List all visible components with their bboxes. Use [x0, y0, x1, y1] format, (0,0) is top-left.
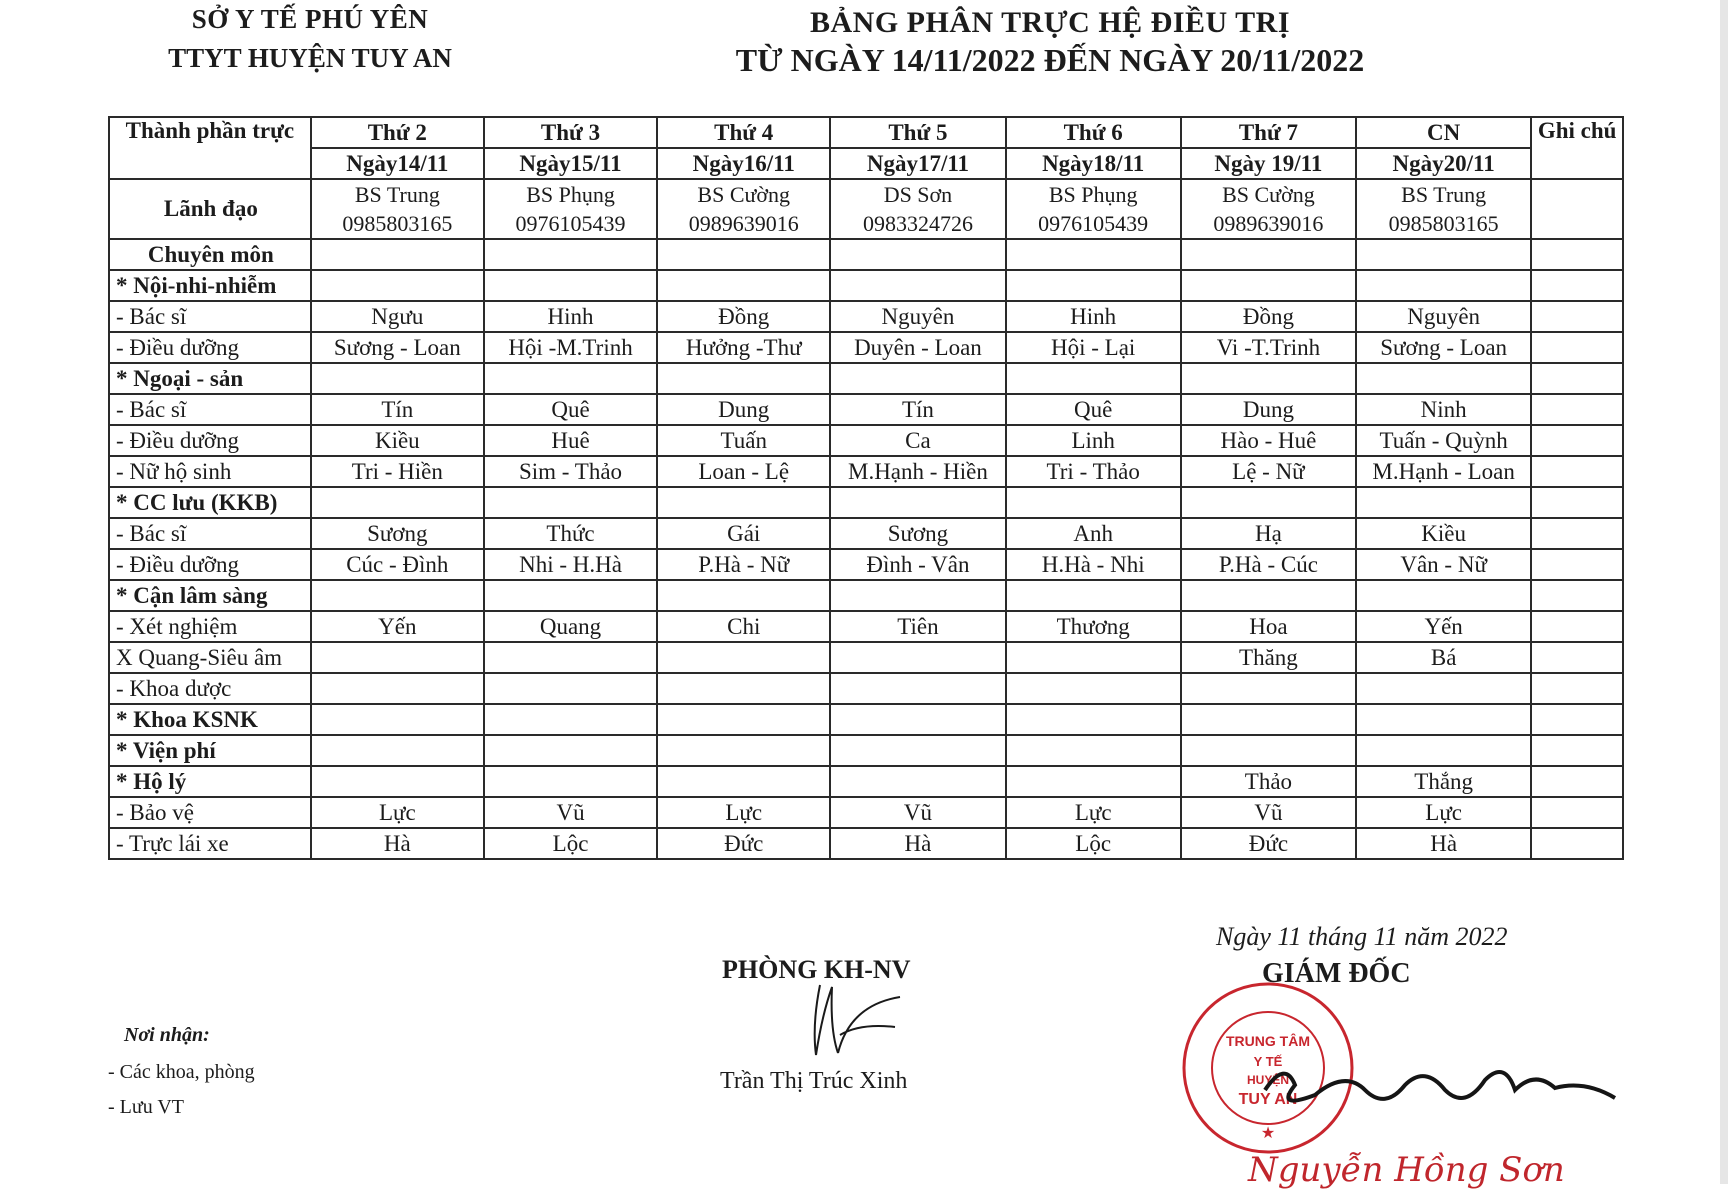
duty-cell: M.Hạnh - Hiền: [830, 456, 1005, 487]
date-header: Ngày18/11: [1006, 148, 1181, 179]
svg-text:★: ★: [1260, 1125, 1276, 1142]
duty-cell: [1181, 735, 1356, 766]
duty-cell: [1006, 642, 1181, 673]
leader-phone: 0976105439: [515, 211, 626, 236]
duty-cell: P.Hà - Nữ: [657, 549, 830, 580]
row-label: - Bảo vệ: [109, 797, 311, 828]
note-cell: [1531, 704, 1623, 735]
recipient-item: - Các khoa, phòng: [108, 1061, 255, 1083]
duty-cell: Duyên - Loan: [830, 332, 1005, 363]
duty-cell: [830, 487, 1005, 518]
note-cell: [1531, 456, 1623, 487]
duty-cell: Ninh: [1356, 394, 1531, 425]
duty-cell: [1006, 704, 1181, 735]
duty-cell: Gái: [657, 518, 830, 549]
duty-cell: [1181, 580, 1356, 611]
roster-row: [109, 766, 1623, 797]
header-row-days: [109, 117, 1623, 148]
date-header: Ngày17/11: [830, 148, 1005, 179]
row-label: - Điều dưỡng: [109, 332, 311, 363]
duty-cell: [1181, 239, 1356, 270]
duty-cell: [1181, 673, 1356, 704]
roster-row: [109, 735, 1623, 766]
duty-cell: Thắng: [1356, 766, 1531, 797]
roster-row: [109, 487, 1623, 518]
duty-cell: [311, 363, 484, 394]
duty-cell: [657, 270, 830, 301]
duty-cell: [830, 363, 1005, 394]
dept-signer-name: Trần Thị Trúc Xinh: [720, 1068, 908, 1094]
duty-cell: Hà: [1356, 828, 1531, 859]
header-row-dates: [109, 148, 1623, 179]
duty-cell: [1356, 487, 1531, 518]
duty-cell: [1356, 704, 1531, 735]
duty-cell: Dung: [1181, 394, 1356, 425]
duty-cell: [1006, 735, 1181, 766]
duty-cell: [1006, 363, 1181, 394]
duty-cell: Thức: [484, 518, 657, 549]
duty-cell: [830, 704, 1005, 735]
duty-cell: [1181, 704, 1356, 735]
row-label: Lãnh đạo: [109, 179, 311, 239]
duty-cell: Quê: [1006, 394, 1181, 425]
leader-phone: 0989639016: [1213, 211, 1324, 236]
duty-cell: Tín: [830, 394, 1005, 425]
duty-cell: [484, 642, 657, 673]
duty-cell: [830, 270, 1005, 301]
duty-cell: Tín: [311, 394, 484, 425]
duty-cell: Vũ: [484, 797, 657, 828]
note-cell: [1531, 363, 1623, 394]
duty-cell: [311, 642, 484, 673]
svg-text:TUY AN: TUY AN: [1238, 1091, 1298, 1108]
roster-row: [109, 270, 1623, 301]
leader-cell: [830, 179, 1005, 239]
roster-row: [109, 673, 1623, 704]
row-label: * Cận lâm sàng: [109, 580, 311, 611]
duty-cell: Kiều: [1356, 518, 1531, 549]
duty-cell: Lực: [1356, 797, 1531, 828]
note-cell: [1531, 425, 1623, 456]
duty-cell: Hoa: [1181, 611, 1356, 642]
duty-cell: [830, 239, 1005, 270]
row-label: * CC lưu (KKB): [109, 487, 311, 518]
duty-cell: Lực: [311, 797, 484, 828]
duty-cell: [1356, 239, 1531, 270]
svg-text:Y TẾ: Y TẾ: [1253, 1054, 1283, 1069]
duty-cell: [1356, 735, 1531, 766]
duty-cell: Vũ: [1181, 797, 1356, 828]
duty-cell: Yến: [311, 611, 484, 642]
scan-edge: [1720, 0, 1728, 1184]
date-header: Ngày 19/11: [1181, 148, 1356, 179]
roster-row: [109, 642, 1623, 673]
roster-row: [109, 797, 1623, 828]
note-cell: [1531, 394, 1623, 425]
duty-cell: Hinh: [484, 301, 657, 332]
leader-cell: [1356, 179, 1531, 239]
note-cell: [1531, 580, 1623, 611]
row-label: X Quang-Siêu âm: [109, 642, 311, 673]
leader-cell: [484, 179, 657, 239]
document-title: [700, 6, 1400, 79]
row-label: * Viện phí: [109, 735, 311, 766]
duty-cell: Nguyên: [830, 301, 1005, 332]
row-label: - Nữ hộ sinh: [109, 456, 311, 487]
note-cell: [1531, 797, 1623, 828]
duty-cell: Đình - Vân: [830, 549, 1005, 580]
duty-cell: [311, 735, 484, 766]
roster-row: [109, 425, 1623, 456]
signing-date: Ngày 11 tháng 11 năm 2022: [1216, 922, 1508, 951]
day-header: Thứ 2: [311, 117, 484, 148]
day-header: CN: [1356, 117, 1531, 148]
roster-row: [109, 239, 1623, 270]
duty-cell: [311, 704, 484, 735]
roster-row: [109, 704, 1623, 735]
duty-cell: Hội -M.Trinh: [484, 332, 657, 363]
leader-name: BS Trung: [354, 182, 440, 207]
duty-cell: Lực: [657, 797, 830, 828]
duty-cell: Hạ: [1181, 518, 1356, 549]
duty-cell: [657, 766, 830, 797]
leader-cell: [657, 179, 830, 239]
org-header: [120, 4, 500, 74]
row-label: - Xét nghiệm: [109, 611, 311, 642]
duty-cell: M.Hạnh - Loan: [1356, 456, 1531, 487]
duty-cell: Tri - Hiền: [311, 456, 484, 487]
note-cell: [1531, 301, 1623, 332]
leader-name: BS Phụng: [1048, 182, 1138, 207]
duty-cell: Sương: [830, 518, 1005, 549]
leader-cell: [1006, 179, 1181, 239]
duty-cell: [830, 580, 1005, 611]
recipient-item: - Lưu VT: [108, 1096, 185, 1118]
duty-cell: [1356, 673, 1531, 704]
duty-cell: [311, 487, 484, 518]
duty-cell: Tuấn: [657, 425, 830, 456]
recipients-block: [108, 1024, 255, 1131]
duty-cell: Chi: [657, 611, 830, 642]
duty-cell: [484, 673, 657, 704]
leader-name: BS Cường: [1222, 182, 1315, 207]
note-cell: [1531, 332, 1623, 363]
duty-cell: Anh: [1006, 518, 1181, 549]
note-cell: [1531, 179, 1623, 239]
duty-cell: Lộc: [1006, 828, 1181, 859]
duty-cell: [311, 673, 484, 704]
day-header: Thứ 7: [1181, 117, 1356, 148]
duty-cell: [1006, 487, 1181, 518]
note-cell: [1531, 518, 1623, 549]
day-header: Thứ 3: [484, 117, 657, 148]
duty-cell: [657, 487, 830, 518]
duty-cell: Sương: [311, 518, 484, 549]
note-cell: [1531, 673, 1623, 704]
duty-cell: [657, 673, 830, 704]
duty-cell: Hội - Lại: [1006, 332, 1181, 363]
duty-cell: [657, 642, 830, 673]
director-signature-image: [1255, 1050, 1625, 1120]
duty-cell: Cúc - Đình: [311, 549, 484, 580]
duty-cell: [1006, 270, 1181, 301]
duty-cell: Kiều: [311, 425, 484, 456]
svg-text:HUYỆN: HUYỆN: [1246, 1073, 1290, 1087]
leader-phone: 0989639016: [688, 211, 799, 236]
duty-cell: [1006, 673, 1181, 704]
note-cell: [1531, 549, 1623, 580]
duty-cell: [484, 704, 657, 735]
column-label-cell: Thành phần trực: [109, 117, 311, 179]
row-label: - Khoa dược: [109, 673, 311, 704]
duty-cell: Huê: [484, 425, 657, 456]
date-header: Ngày15/11: [484, 148, 657, 179]
duty-cell: Đức: [1181, 828, 1356, 859]
note-cell: [1531, 487, 1623, 518]
duty-cell: [484, 363, 657, 394]
duty-cell: Quang: [484, 611, 657, 642]
duty-roster-table: [108, 116, 1624, 860]
row-label: * Hộ lý: [109, 766, 311, 797]
duty-cell: [484, 239, 657, 270]
roster-row: [109, 332, 1623, 363]
duty-cell: Sim - Thảo: [484, 456, 657, 487]
recipients-heading: Nơi nhận:: [124, 1024, 210, 1046]
date-header: Ngày16/11: [657, 148, 830, 179]
dept-signature-image: [800, 975, 910, 1065]
duty-cell: Hà: [830, 828, 1005, 859]
duty-cell: Sương - Loan: [1356, 332, 1531, 363]
duty-cell: Dung: [657, 394, 830, 425]
note-cell: [1531, 239, 1623, 270]
director-title: GIÁM ĐỐC: [1262, 958, 1411, 989]
note-cell: [1531, 828, 1623, 859]
duty-cell: [311, 239, 484, 270]
leader-phone: 0985803165: [342, 211, 453, 236]
leader-cell: [1181, 179, 1356, 239]
duty-cell: [484, 580, 657, 611]
roster-row: [109, 611, 1623, 642]
duty-cell: [657, 735, 830, 766]
duty-cell: [830, 642, 1005, 673]
roster-row: [109, 518, 1623, 549]
duty-cell: [830, 766, 1005, 797]
duty-cell: [484, 270, 657, 301]
leader-cell: [311, 179, 484, 239]
leader-row: [109, 179, 1623, 239]
duty-cell: Nguyên: [1356, 301, 1531, 332]
duty-cell: Đức: [657, 828, 830, 859]
duty-cell: Thương: [1006, 611, 1181, 642]
row-label: - Bác sĩ: [109, 518, 311, 549]
duty-cell: Ngưu: [311, 301, 484, 332]
duty-cell: Lực: [1006, 797, 1181, 828]
duty-cell: [657, 580, 830, 611]
duty-cell: Thảo: [1181, 766, 1356, 797]
row-label: - Điều dưỡng: [109, 549, 311, 580]
row-label: - Bác sĩ: [109, 394, 311, 425]
duty-cell: Vũ: [830, 797, 1005, 828]
duty-cell: [1356, 363, 1531, 394]
duty-cell: [1006, 580, 1181, 611]
duty-cell: Vân - Nữ: [1356, 549, 1531, 580]
leader-name: DS Sơn: [883, 182, 953, 207]
duty-cell: [830, 735, 1005, 766]
org-name: TTYT HUYỆN TUY AN: [168, 43, 452, 73]
duty-cell: [484, 766, 657, 797]
duty-cell: [311, 270, 484, 301]
note-cell: [1531, 642, 1623, 673]
roster-row: [109, 549, 1623, 580]
roster-row: [109, 363, 1623, 394]
note-cell: [1531, 766, 1623, 797]
row-label: * Khoa KSNK: [109, 704, 311, 735]
duty-cell: [311, 580, 484, 611]
duty-cell: Đồng: [657, 301, 830, 332]
duty-cell: P.Hà - Cúc: [1181, 549, 1356, 580]
duty-cell: Thăng: [1181, 642, 1356, 673]
duty-cell: Đồng: [1181, 301, 1356, 332]
duty-cell: Nhi - H.Hà: [484, 549, 657, 580]
day-header: Thứ 4: [657, 117, 830, 148]
duty-cell: Hào - Huê: [1181, 425, 1356, 456]
duty-cell: [311, 766, 484, 797]
note-cell: [1531, 270, 1623, 301]
note-header: Ghi chú: [1531, 117, 1623, 179]
note-cell: [1531, 735, 1623, 766]
duty-cell: [830, 673, 1005, 704]
duty-cell: H.Hà - Nhi: [1006, 549, 1181, 580]
duty-cell: Tuấn - Quỳnh: [1356, 425, 1531, 456]
duty-cell: [657, 704, 830, 735]
duty-cell: Tiên: [830, 611, 1005, 642]
duty-cell: Yến: [1356, 611, 1531, 642]
duty-cell: Bá: [1356, 642, 1531, 673]
leader-phone: 0985803165: [1388, 211, 1499, 236]
day-header: Thứ 6: [1006, 117, 1181, 148]
duty-cell: Sương - Loan: [311, 332, 484, 363]
row-label: * Ngoại - sản: [109, 363, 311, 394]
row-label: Chuyên môn: [109, 239, 311, 270]
title-line-1: BẢNG PHÂN TRỰC HỆ ĐIỀU TRỊ: [809, 6, 1290, 39]
org-parent: SỞ Y TẾ PHÚ YÊN: [191, 4, 429, 34]
duty-cell: [1181, 487, 1356, 518]
title-line-2: TỪ NGÀY 14/11/2022 ĐẾN NGÀY 20/11/2022: [735, 42, 1365, 78]
roster-row: [109, 456, 1623, 487]
row-label: * Nội-nhi-nhiễm: [109, 270, 311, 301]
duty-cell: Hưởng -Thư: [657, 332, 830, 363]
note-cell: [1531, 611, 1623, 642]
duty-cell: [1181, 363, 1356, 394]
duty-cell: Linh: [1006, 425, 1181, 456]
duty-cell: Quê: [484, 394, 657, 425]
duty-cell: [1356, 580, 1531, 611]
roster-row: [109, 394, 1623, 425]
roster-row: [109, 301, 1623, 332]
duty-cell: [1006, 766, 1181, 797]
leader-phone: 0976105439: [1038, 211, 1149, 236]
date-header: Ngày20/11: [1356, 148, 1531, 179]
dept-title: PHÒNG KH-NV: [722, 955, 911, 984]
duty-cell: [484, 735, 657, 766]
duty-cell: [1356, 270, 1531, 301]
duty-cell: [657, 239, 830, 270]
leader-name: BS Trung: [1401, 182, 1487, 207]
roster-row: [109, 828, 1623, 859]
day-header: Thứ 5: [830, 117, 1005, 148]
leader-name: BS Phụng: [526, 182, 615, 207]
duty-cell: Hà: [311, 828, 484, 859]
duty-cell: Tri - Thảo: [1006, 456, 1181, 487]
duty-cell: Ca: [830, 425, 1005, 456]
duty-cell: Loan - Lệ: [657, 456, 830, 487]
duty-cell: Hinh: [1006, 301, 1181, 332]
row-label: - Điều dưỡng: [109, 425, 311, 456]
duty-cell: [657, 363, 830, 394]
roster-row: [109, 580, 1623, 611]
duty-cell: Lộc: [484, 828, 657, 859]
date-header: Ngày14/11: [311, 148, 484, 179]
duty-cell: Vi -T.Trinh: [1181, 332, 1356, 363]
row-label: - Trực lái xe: [109, 828, 311, 859]
leader-phone: 0983324726: [862, 211, 973, 236]
svg-text:TRUNG TÂM: TRUNG TÂM: [1226, 1033, 1310, 1049]
row-label: - Bác sĩ: [109, 301, 311, 332]
duty-cell: [1181, 270, 1356, 301]
duty-cell: Lệ - Nữ: [1181, 456, 1356, 487]
director-name: Nguyễn Hồng Sơn: [1248, 1150, 1565, 1190]
leader-name: BS Cường: [697, 182, 791, 207]
duty-cell: [1006, 239, 1181, 270]
duty-cell: [484, 487, 657, 518]
